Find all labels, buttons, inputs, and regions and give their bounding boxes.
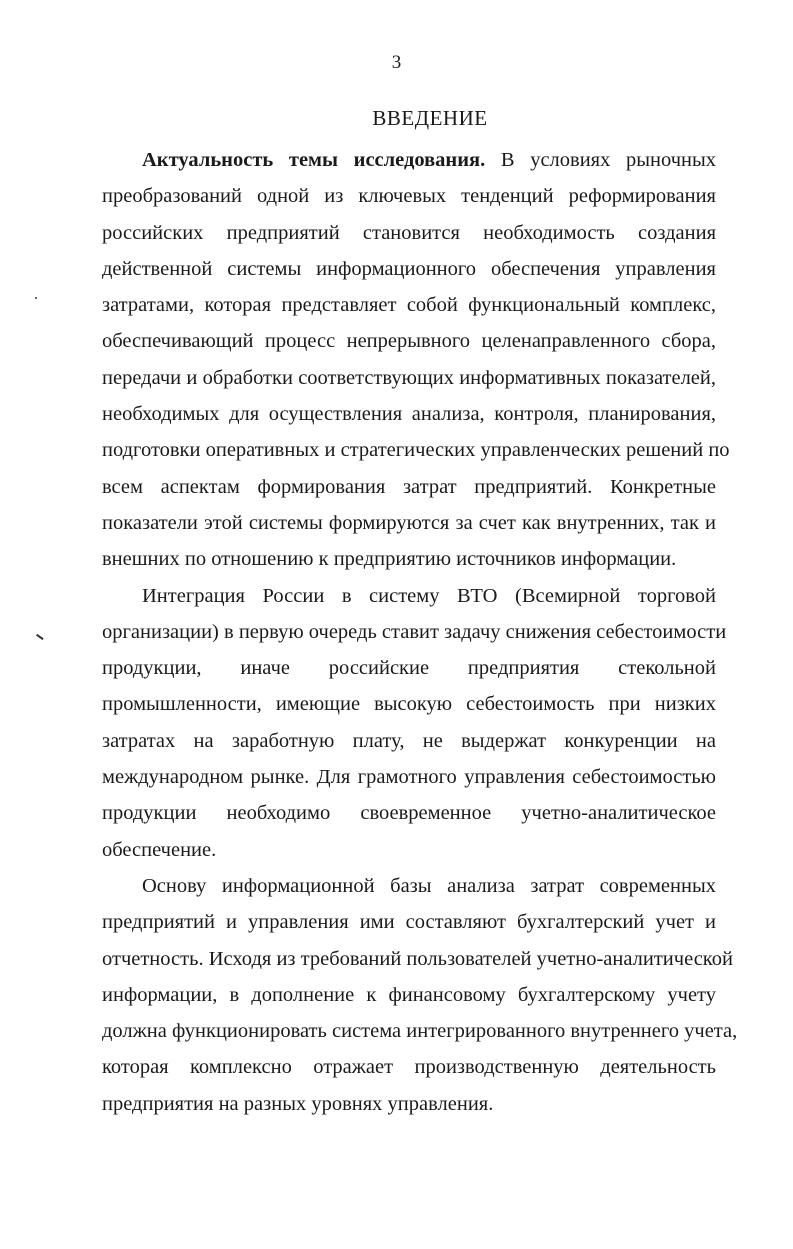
- text-line: внешних по отношению к предприятию источников информации.: [102, 548, 677, 571]
- text-line: отчетность. Исходя из требований пользователей учетно-аналитической: [102, 947, 733, 970]
- paragraph-relevance: [102, 142, 730, 578]
- text-line: организации) в первую очередь ставит задачу снижения себестоимости: [102, 620, 727, 643]
- text-line: промышленности, имеющие высокую себестоимость при низких: [102, 693, 716, 716]
- text-line: продукции, иначе российские предприятия стекольной: [102, 657, 716, 680]
- text-line: затратах на заработную плату, не выдержат конкуренции на: [102, 729, 716, 752]
- margin-tick-mark: [36, 634, 43, 640]
- text-line: предприятия на разных уровнях управления.: [102, 1092, 494, 1115]
- text-line: затратами, которая представляет собой функциональный комплекс,: [102, 294, 716, 317]
- text-line: передачи и обработки соответствующих информативных показателей,: [102, 366, 716, 389]
- text-line: Интеграция России в систему ВТО (Всемирной торговой: [142, 584, 716, 607]
- paragraph-integration: [102, 578, 727, 868]
- page-number: 3: [391, 52, 402, 73]
- text-line: всем аспектам формирования затрат предприятий. Конкретные: [102, 475, 716, 498]
- text-line: обеспечивающий процесс непрерывного целенаправленного сбора,: [102, 330, 716, 353]
- text-line: обеспечение.: [102, 838, 217, 861]
- text-line: международном рынке. Для грамотного управления себестоимостью: [102, 766, 716, 789]
- relevance-lead: Актуальность темы исследования.: [142, 149, 486, 171]
- text-line: которая комплексно отражает производственную деятельность: [102, 1056, 716, 1079]
- text-line: российских предприятий становится необходимость создания: [102, 221, 716, 244]
- text-line: Основу информационной базы анализа затрат современных: [142, 874, 716, 897]
- text-line: продукции необходимо своевременное учетно-аналитическое: [102, 802, 716, 825]
- text-line: необходимых для осуществления анализа, контроля, планирования,: [102, 403, 716, 426]
- text-line: показатели этой системы формируются за счет как внутренних, так и: [102, 511, 716, 534]
- text-line: действенной системы информационного обеспечения управления: [102, 257, 716, 280]
- text-line: преобразований одной из ключевых тенденций реформирования: [102, 185, 716, 208]
- text-line: подготовки оперативных и стратегических управленческих решений по: [102, 439, 730, 462]
- text-line: информации, в дополнение к финансовому бухгалтерскому учету: [102, 983, 716, 1006]
- margin-dot-mark: [35, 297, 37, 299]
- text-line: предприятий и управления ими составляют бухгалтерский учет и: [102, 911, 716, 934]
- page-title: ВВЕДЕНИЕ: [372, 106, 488, 130]
- document-body: [102, 142, 738, 1122]
- text-line: Актуальность темы исследования. В условиях рыночных: [142, 149, 717, 171]
- paragraph-information-base: [102, 868, 738, 1122]
- text-line: должна функционировать система интегрированного внутреннего учета,: [102, 1020, 738, 1043]
